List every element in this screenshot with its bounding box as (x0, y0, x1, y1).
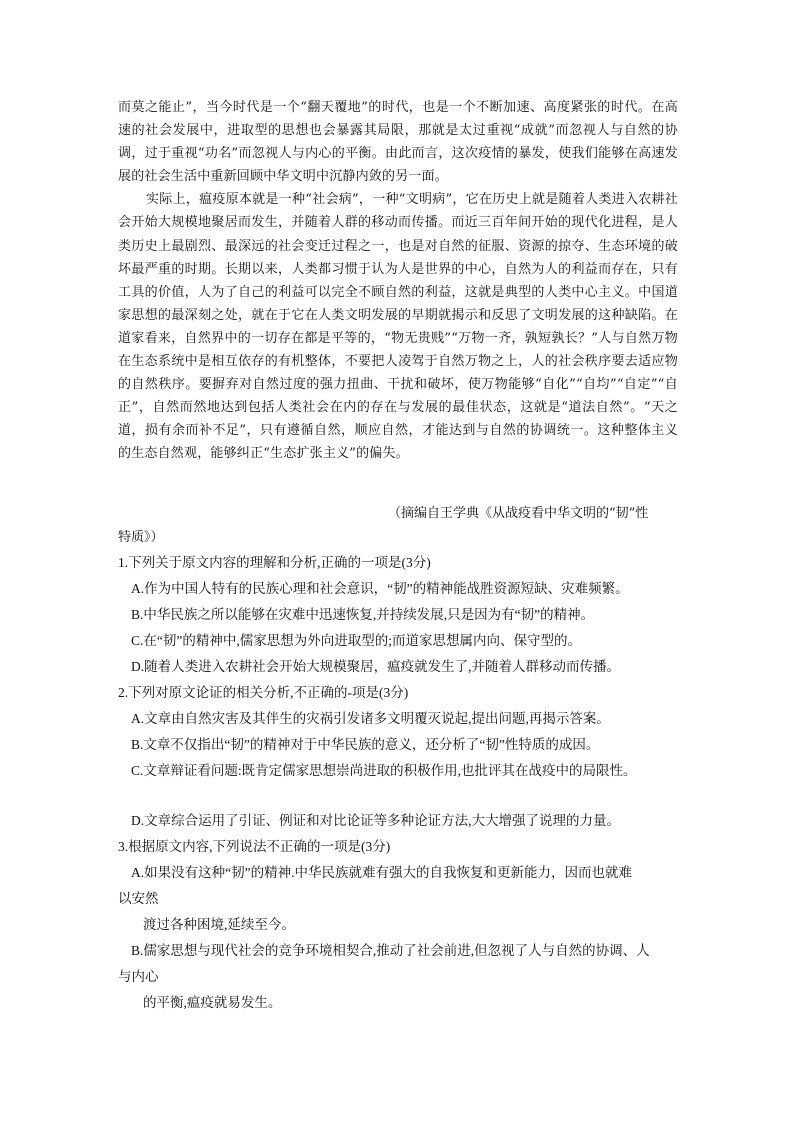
passage-line: 然的协调，过于重视“功名”而忽视人与内心的平衡。由此而言，这次疫情的暴发，使我们能 (118, 123, 678, 162)
passage-line: 而莫之能止”，当今时代是一个“翻天覆地”的时代，也是一个不断加速、高度紧张的时代。 (118, 100, 652, 115)
answer-option-b[interactable]: B.中华民族之所以能够在灾难中迅速恢复,并持续发展,只是因为有“韧”的精神。 (131, 607, 595, 622)
answer-option-a[interactable]: A.如果没有这种“韧”的精神.中华民族就难有强大的自我恢复和更新能力，因而也就难 (131, 865, 632, 880)
answer-option-c[interactable]: C.在“韧”的精神中,儒家思想为外向进取型的;而道家思想属内向、保守型的。 (131, 633, 581, 648)
reading-passage (118, 96, 678, 466)
answer-option-b[interactable]: B.文章不仅指出“韧”的精神对于中华民族的意义，还分析了“韧”性特质的成因。 (131, 737, 600, 752)
passage-line: 进程，是人类历史上最剧烈、最深远的社会变迁过程之一，也是对自然的征服、资源的掠夺、 (118, 215, 678, 254)
passage-line: 一齐，孰短孰长？”人与自然万物在生态系统中是相互依存的有机整体，不要把人凌驾于自然 (118, 330, 678, 370)
answer-option-d[interactable]: D.文章综合运用了引证、例证和对比论证等多种论证方法,大大增强了说理的力量。 (131, 813, 620, 828)
passage-line: 在高速的社会发展中，进取型的思想也会暴露其局限，那就是太过重视“成就”而忽视人与自 (118, 100, 679, 139)
answer-option-a-wrap: 以安然 (118, 891, 159, 906)
answer-option-b-continuation: 的平衡,瘟疫就易发生。 (143, 995, 282, 1010)
answer-option-a[interactable]: A.文章由自然灾害及其伴生的灾祸引发诸多文明覆灭说起,提出问题,再揭示答案。 (131, 711, 610, 726)
source-line: （摘编自王学典《从战疫看中华文明的“韧”性 (388, 506, 649, 521)
answer-option-b[interactable]: B.儒家思想与现代社会的竞争环境相契合,推动了社会前进,但忽视了人与自然的协调、人 (131, 943, 650, 958)
passage-line: 顺应自然，才能达到与自然的协调统一。这种整体主义的生态自然观，能够纠正“生态扩张主 (118, 423, 678, 462)
passage-line: 文明发展的这种缺陷。在道家看来，自然界中的一切存在都是平等的，“物无贵贱”“万物 (118, 307, 679, 346)
source-line: 特质》） (118, 530, 164, 545)
passage-line: 坏，使万物能够“自化”“自均”“自定”“自正”，自然而然地达到包括人类社会在内的 (118, 377, 678, 416)
passage-line: 够在高速发展的社会生活中重新回顾中华文明中沉静内敛的另一面。 (118, 146, 678, 185)
answer-option-b-wrap: 与内心 (118, 969, 159, 984)
passage-line: 实际上，瘟疫原本就是一种“社会病”，一种“文明病”，它在历史上就是随着人类进入 (146, 192, 639, 208)
question-list (118, 550, 684, 1016)
question-stem: 3.根据原文内容,下列说法不正确的一项是(3分) (118, 839, 391, 854)
passage-line: 存在与发展的最佳状态，这就是“道法自然”。“天之道，损有余而补不足”，只有遵循自然， (118, 400, 678, 439)
question-stem: 2.下列对原文论证的相关分析,不正确的-项是(3分) (118, 685, 409, 700)
answer-option-c[interactable]: C.文章辩证看问题:既肯定儒家思想崇尚进取的积极作用,也批评其在战疫中的局限性。 (131, 763, 637, 778)
answer-option-d[interactable]: D.随着人类进入农耕社会开始大规模聚居，瘟疫就发生了,并随着人群移动而传播。 (131, 659, 620, 674)
passage-line: 利益而存在，只有工具的价值，人为了自己的利益可以完全不顾自然的利益，这就是典型的人 (118, 261, 678, 300)
source-citation (118, 502, 678, 550)
question-1 (118, 550, 684, 680)
passage-line: 农耕社会开始大规模地聚居而发生，并随着人群的移动而传播。而近三百年间开始的现代化 (118, 192, 678, 231)
passage-paragraph-1 (118, 96, 678, 188)
blank-gap (118, 784, 684, 808)
answer-option-a[interactable]: A.作为中国人特有的民族心理和社会意识，“韧”的精神能战胜资源短缺、灾难频繁。 (131, 581, 629, 596)
passage-line: 类中心主义。中国道家思想的最深刻之处，就在于它在人类文明发展的早期就揭示和反思了 (118, 284, 678, 323)
question-3 (118, 834, 684, 1016)
passage-line: 生态环境的破坏最严重的时期。长期以来，人类都习惯于认为人是世界的中心，自然为人的 (118, 238, 679, 277)
question-stem: 1.下列关于原文内容的理解和分析,正确的一项是(3分) (118, 555, 431, 570)
passage-line: 万物之上，人的社会秩序要去适应物的自然秩序。要摒弃对自然过度的强力扭曲、干扰和破 (118, 354, 678, 393)
passage-line: 义”的偏失。 (336, 446, 409, 462)
question-2 (118, 680, 684, 834)
passage-paragraph-2 (118, 188, 678, 465)
answer-option-a-continuation: 渡过各种困境,延续至今。 (143, 917, 295, 932)
